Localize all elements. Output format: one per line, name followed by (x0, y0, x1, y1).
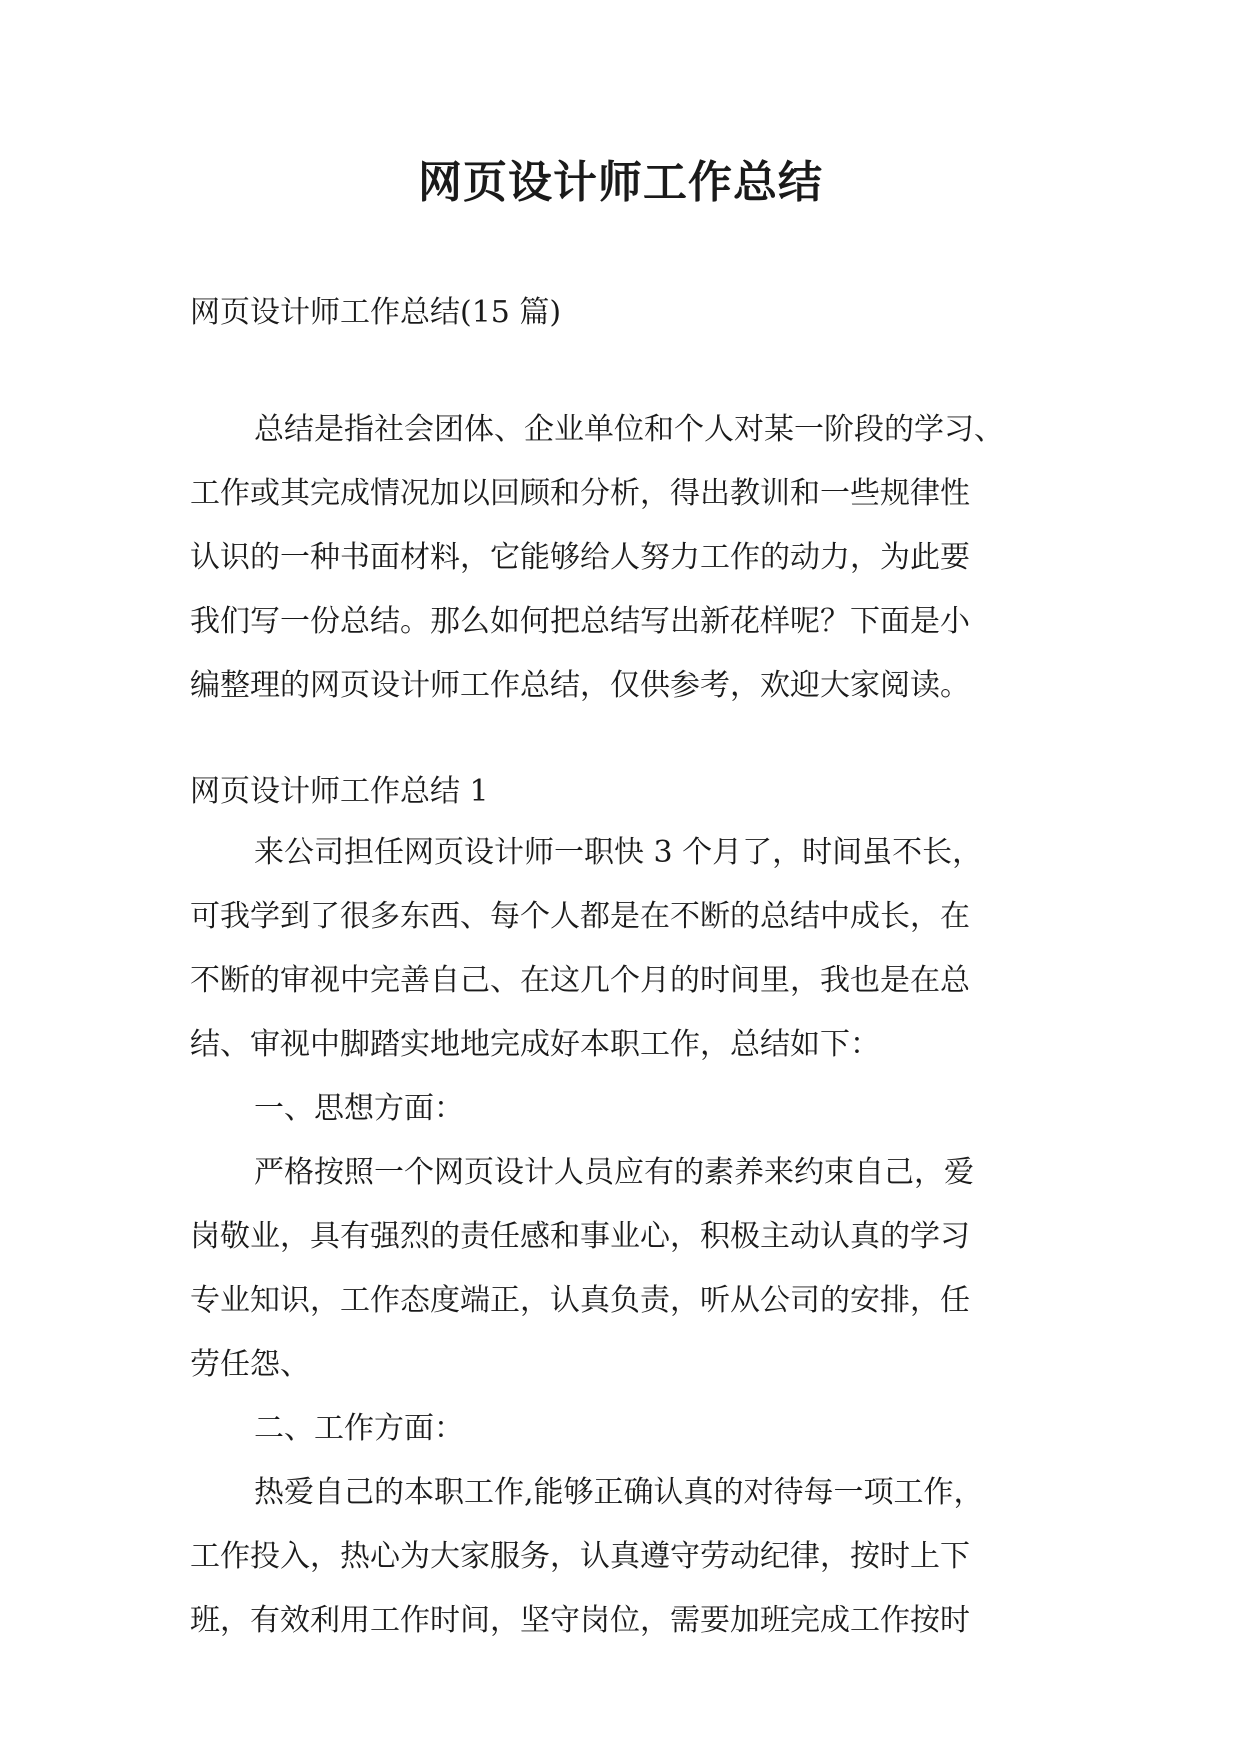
body-line: 岗敬业，具有强烈的责任感和事业心，积极主动认真的学习 (190, 1219, 970, 1254)
section-body (190, 821, 1054, 1653)
body-line: 来公司担任网页设计师一职快 3 个月了，时间虽不长， (254, 835, 983, 870)
subheading-work: 二、工作方面： (254, 1411, 464, 1446)
section-heading: 网页设计师工作总结 1 (190, 774, 489, 809)
body-line: 班，有效利用工作时间，坚守岗位，需要加班完成工作按时 (190, 1603, 970, 1638)
body-line: 专业知识，工作态度端正，认真负责，听从公司的安排，任 (190, 1283, 970, 1318)
subheading-thought: 一、思想方面： (254, 1091, 464, 1126)
body-line: 严格按照一个网页设计人员应有的素养来约束自己，爱 (254, 1155, 974, 1190)
intro-line: 编整理的网页设计师工作总结，仅供参考，欢迎大家阅读。 (190, 668, 970, 703)
intro-line: 总结是指社会团体、企业单位和个人对某一阶段的学习、 (254, 412, 1004, 447)
body-line: 可我学到了很多东西、每个人都是在不断的总结中成长，在 (190, 899, 970, 934)
intro-line: 我们写一份总结。那么如何把总结写出新花样呢？下面是小 (190, 604, 970, 639)
intro-line: 认识的一种书面材料，它能够给人努力工作的动力，为此要 (190, 540, 970, 575)
body-line: 不断的审视中完善自己、在这几个月的时间里，我也是在总 (190, 963, 970, 998)
body-line: 结、审视中脚踏实地地完成好本职工作，总结如下： (190, 1027, 880, 1062)
document-title: 网页设计师工作总结 (418, 157, 823, 208)
body-line: 劳任怨、 (190, 1347, 310, 1382)
document-subtitle: 网页设计师工作总结(15 篇) (190, 295, 562, 330)
intro-line: 工作或其完成情况加以回顾和分析，得出教训和一些规律性 (190, 476, 970, 511)
body-line: 工作投入，热心为大家服务，认真遵守劳动纪律，按时上下 (190, 1539, 970, 1574)
body-line: 热爱自己的本职工作,能够正确认真的对待每一项工作， (254, 1475, 984, 1510)
intro-paragraph (190, 398, 1054, 718)
